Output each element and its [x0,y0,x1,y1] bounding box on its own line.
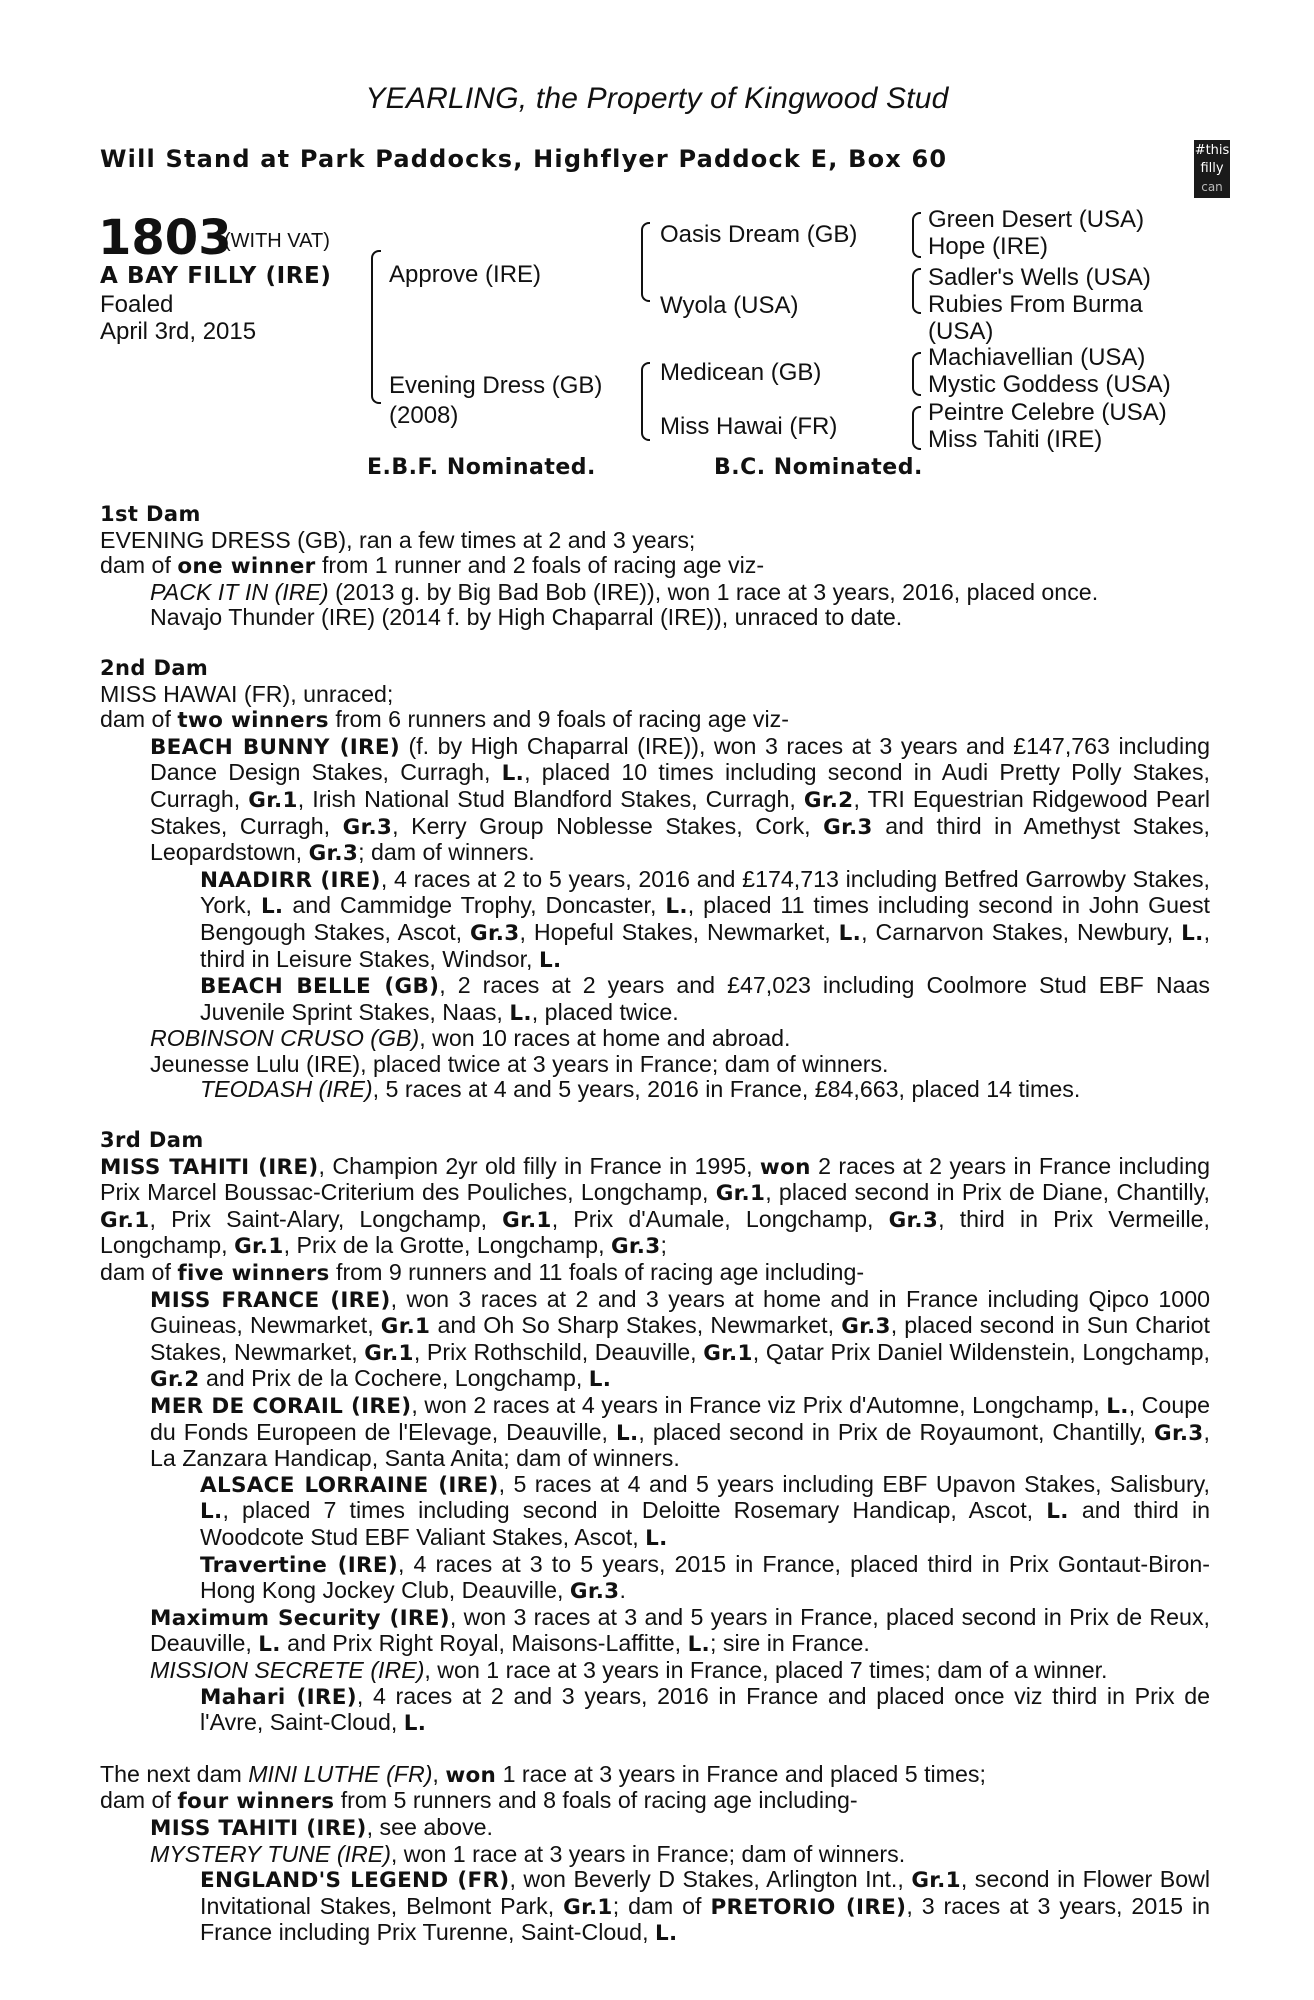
text: , TRI Equestrian Ridgewood Pearl Stakes, Curragh, [150,785,1210,839]
spacer [100,1737,1210,1762]
text: , won 10 races at home and abroad. [419,1025,791,1052]
grade: L. [538,947,562,973]
grade: Gr.3 [1154,1420,1204,1446]
grade: L. [509,1000,532,1026]
page-title: YEARLING, the Property of Kingwood Stud [365,82,949,115]
bc-nominated: B.C. Nominated. [714,455,923,480]
second-dam-line: MISS HAWAI (FR), unraced; [100,680,394,707]
text: dam of [100,1787,178,1814]
dam-year: (2008) [389,402,459,429]
grade: Gr.3 [610,1234,661,1260]
pedigree-bracket [371,250,381,404]
third-dam-heading: 3rd Dam [100,1128,204,1153]
ggp-entry: Hope (IRE) [928,233,1049,260]
ggp-entry: Green Desert (USA) [928,206,1145,233]
produce-entry [150,1658,1210,1684]
text: , placed 7 times including second in Deloitte Rosemary Handicap, Ascot, [222,1497,1047,1524]
produce-entry [150,734,1210,867]
text: , 5 races at 4 and 5 years including EBF Upavon Stakes, Salisbury, [498,1470,1210,1497]
text: , Coupe du Fonds Europeen de l'Elevage, Deauville, [150,1392,1211,1445]
sire-dam: Wyola (USA) [660,292,799,319]
dam: Evening Dress (GB) [389,372,603,399]
first-dam-line: EVENING DRESS (GB), ran a few times at 2 and 3 years; [100,526,696,553]
logo-line: filly [1200,161,1224,176]
grade: L. [665,894,688,920]
text: ; [660,1232,667,1259]
text: (2013 g. by Big Bad Bob (IRE)), won 1 race at 3 years, 2016, placed once. [328,578,1099,605]
horse: ROBINSON CRUSO (GB) [150,1025,420,1052]
sire: Approve (IRE) [389,261,542,288]
text: from 1 runner and 2 foals of racing age viz- [315,552,765,579]
text: , second in Flower Bowl Invitational Stakes, Belmont Park, [200,1866,1210,1919]
horse: MINI LUTHE (FR) [248,1760,433,1787]
text: , placed second in Prix de Diane, Chantilly, [765,1179,1210,1206]
grade: Gr.3 [342,814,393,840]
produce-entry [200,1552,1210,1605]
text: , won 2 races at 4 years in France viz Prix d'Automne, Longchamp, [411,1392,1107,1418]
text: and Cammidge Trophy, Doncaster, [283,892,666,919]
grade: L. [654,1921,678,1947]
text: , see above. [366,1813,494,1840]
ggp-entry: Miss Tahiti (IRE) [928,426,1103,453]
second-dam-heading: 2nd Dam [100,655,209,680]
sire-sire: Oasis Dream (GB) [660,221,858,248]
produce-entry [200,1867,1210,1947]
horse: ENGLAND'S LEGEND (FR) [200,1868,510,1894]
foaled-date: April 3rd, 2015 [100,318,257,345]
text: and third in Woodcote Stud EBF Valiant Stakes, Ascot, [200,1497,1210,1550]
text: , 4 races at 2 and 3 years, 2016 in France and placed once viz third in Prix de l'Avre, Saint-Cloud, [200,1682,1210,1736]
horse: MISS TAHITI (IRE) [150,1815,367,1841]
produce-entry [200,973,1210,1026]
horse: MYSTERY TUNE (IRE) [150,1840,391,1867]
text: from 6 runners and 9 foals of racing age viz- [328,706,789,733]
grade: L. [588,1367,612,1393]
grade: Gr.1 [911,1868,961,1894]
pedigree-bracket [912,352,921,396]
grade: L. [403,1711,427,1737]
horse: NAADIRR (IRE) [200,867,381,893]
produce-entry [200,1472,1210,1552]
text: ; dam of [612,1892,711,1919]
text: ; sire in France. [710,1630,870,1657]
grade: Gr.1 [502,1207,552,1233]
grade: L. [260,894,284,920]
produce-entry [200,1077,1210,1103]
text: , won 3 races at 3 and 5 years in France, placed second in Prix de Reux, Deauville, [150,1603,1210,1657]
text: , won Beverly D Stakes, Arlington Int., [509,1866,912,1893]
produce-entry: Jeunesse Lulu (IRE), placed twice at 3 years in France; dam of winners. [150,1050,889,1077]
ggp-entry: Mystic Goddess (USA) [928,371,1171,398]
produce-entry [150,1287,1210,1393]
grade: L. [1106,1394,1129,1419]
winners-count: four winners [177,1789,335,1815]
ggp-entry: Rubies From Burma [928,291,1143,318]
horse: Mahari (IRE) [200,1684,357,1710]
grade: Gr.1 [703,1340,753,1366]
pedigree-bracket [912,268,921,314]
horse-name: A BAY FILLY (IRE) [100,263,332,289]
grade: Gr.1 [715,1181,766,1207]
text: 2 races at 2 years in France including Prix Marcel Boussac-Criterium des Pouliches, Longchamp, [100,1152,1210,1206]
horse: MISS TAHITI (IRE) [100,1154,319,1180]
text: , placed second in Sun Chariot Stakes, Newmarket, [150,1312,1211,1365]
next-dam-produce [100,1788,1210,1815]
text: , Prix Saint-Alary, Longchamp, [149,1205,503,1232]
ggp-entry: Sadler's Wells (USA) [928,264,1151,291]
produce-entry [150,1605,1210,1658]
horse: MISS FRANCE (IRE) [150,1287,391,1313]
horse: MER DE CORAIL (IRE) [150,1394,412,1419]
grade: L. [645,1525,668,1551]
won-label: won [445,1762,497,1788]
text: , Prix d'Aumale, Longchamp, [551,1205,889,1232]
horse: MISSION SECRETE (IRE) [150,1656,425,1683]
grade: Gr.3 [888,1207,939,1233]
logo-line: can [1201,180,1223,194]
grade: Gr.3 [841,1314,891,1340]
text: from 5 runners and 8 foals of racing age including- [334,1787,858,1814]
spacer [100,631,1210,656]
grade: Gr.1 [364,1340,414,1366]
spacer [100,1103,1210,1128]
text: dam of [100,552,178,579]
ebf-nominated: E.B.F. Nominated. [367,455,596,480]
text: from 9 runners and 11 foals of racing age including- [329,1259,865,1286]
grade: L. [687,1632,711,1658]
venue-line: Will Stand at Park Paddocks, Highflyer Paddock E, Box 60 [100,145,948,173]
text: , 4 races at 2 to 5 years, 2016 and £174,713 including Betfred Garrowby Stakes, York, [200,865,1210,919]
produce-entry [150,1026,1210,1052]
text: (f. by High Chaparral (IRE)), won 3 races at 3 years and £147,763 including Dance Design Stakes, Curragh, [150,732,1210,786]
text: , placed 10 times including second in Audi Pretty Polly Stakes, Curragh, [150,759,1210,812]
text: , placed 11 times including second in John Guest Bengough Stakes, Ascot, [200,892,1210,945]
grade: Gr.2 [803,787,854,813]
text: , won 1 race at 3 years in France, placed 7 times; dam of a winner. [424,1656,1108,1683]
text: , third in Prix Vermeille, Longchamp, [100,1205,1210,1259]
horse: Travertine (IRE) [200,1552,398,1578]
text: , won 1 race at 3 years in France; dam of winners. [390,1840,906,1867]
dam-dam: Miss Hawai (FR) [660,413,838,440]
winners-count: one winner [177,554,316,580]
grade: Gr.1 [563,1894,613,1920]
produce-entry [150,1842,1210,1868]
third-dam-produce [100,1260,1210,1287]
text: , placed twice. [531,998,679,1025]
winners-count: five winners [177,1261,330,1287]
ggp-entry: (USA) [928,318,994,345]
text: , 5 races at 4 and 5 years, 2016 in France, £84,663, placed 14 times. [372,1076,1081,1103]
text: , 4 races at 3 to 5 years, 2015 in France, placed third in Prix Gontaut-Biron-Hong Kong Jockey Club, Deauville, [200,1550,1210,1604]
ggp-entry: Peintre Celebre (USA) [928,399,1167,426]
grade: L. [1181,920,1204,946]
produce-entry [200,867,1210,973]
text: , Irish National Stud Blandford Stakes, Curragh, [297,785,804,812]
pedigree-bracket [641,222,650,302]
grade: Gr.1 [248,787,298,813]
horse: BEACH BELLE (GB) [200,974,440,1000]
text: , Prix Rothschild, Deauville, [413,1338,704,1365]
ggp-entry: Machiavellian (USA) [928,344,1146,371]
grade: Gr.2 [150,1367,200,1393]
grade: Gr.3 [569,1579,620,1605]
text: ; dam of winners. [358,839,535,866]
third-dam-line [100,1154,1210,1260]
text: , Champion 2yr old filly in France in 1995, [318,1152,760,1179]
text: , Kerry Group Noblesse Stakes, Cork, [392,812,824,839]
text: , La Zanzara Handicap, Santa Anita; dam of winners. [150,1418,1210,1472]
grade: L. [615,1420,639,1446]
text: and Oh So Sharp Stakes, Newmarket, [430,1312,842,1339]
grade: L. [501,761,525,787]
grade: L. [1046,1499,1069,1525]
text: 1 race at 3 years in France and placed 5 times; [496,1760,986,1787]
text: . [619,1577,626,1604]
produce-entry [150,580,1210,606]
text: dam of [100,1259,178,1286]
won-label: won [759,1154,811,1180]
text: , 3 races at 3 years, 2015 in France including Prix Turenne, Saint-Cloud, [200,1892,1211,1946]
horse: ALSACE LORRAINE (IRE) [200,1472,499,1498]
horse: TEODASH (IRE) [200,1076,373,1103]
text: , 2 races at 2 years and £47,023 including Coolmore Stud EBF Naas Juvenile Sprint Stakes, Naas, [200,972,1210,1025]
foaled-label: Foaled [100,291,174,318]
text: , Qatar Prix Daniel Wildenstein, Longchamp, [752,1338,1210,1365]
horse: Maximum Security (IRE) [150,1605,450,1631]
text: , Hopeful Stakes, Newmarket, [519,918,839,945]
text: , won 3 races at 2 and 3 years at home and in France including Qipco 1000 Guineas, Newmarket, [150,1285,1210,1339]
text: dam of [100,706,178,733]
first-dam-produce [100,553,1210,580]
text: , [432,1760,446,1787]
produce-entry: Navajo Thunder (IRE) (2014 f. by High Chaparral (IRE)), unraced to date. [150,604,903,631]
grade: Gr.3 [823,814,873,840]
vat-note: (WITH VAT) [224,230,330,252]
grade: Gr.3 [308,841,359,867]
horse: BEACH BUNNY (IRE) [150,734,400,760]
text: , Carnarvon Stakes, Newbury, [861,918,1182,945]
horse: PACK IT IN (IRE) [150,578,329,605]
catalogue-body [100,502,1210,1947]
text: , third in Leisure Stakes, Windsor, [200,918,1211,972]
produce-entry [150,1393,1210,1472]
dam-sire: Medicean (GB) [660,359,822,386]
winners-count: two winners [177,708,329,734]
grade: L. [200,1499,223,1525]
pedigree-bracket [912,406,921,450]
text: and Prix de la Cochere, Longchamp, [199,1365,589,1392]
text: , Prix de la Grotte, Longchamp, [283,1232,611,1259]
text: The next dam [100,1760,249,1787]
second-dam-produce [100,707,1210,734]
produce-entry [150,1815,1210,1842]
text: and Prix Right Royal, Maisons-Laffitte, [280,1630,688,1657]
grade: Gr.3 [470,920,520,946]
text: and third in Amethyst Stakes, Leopardstown, [150,812,1210,866]
grade: Gr.1 [100,1207,150,1233]
horse: PRETORIO (IRE) [710,1894,907,1920]
pedigree-bracket [912,212,921,258]
lot-number: 1803 [98,210,232,266]
logo-line: #this [1194,143,1230,158]
grade: Gr.1 [380,1314,431,1340]
pedigree-bracket [641,362,650,441]
grade: Gr.1 [234,1234,284,1260]
text: , placed second in Prix de Royaumont, Chantilly, [638,1418,1155,1445]
first-dam-heading: 1st Dam [100,502,201,526]
grade: L. [838,920,862,946]
grade: L. [258,1632,281,1658]
this-filly-can-logo [1194,140,1230,198]
produce-entry [200,1684,1210,1737]
next-dam-line [100,1762,1210,1789]
